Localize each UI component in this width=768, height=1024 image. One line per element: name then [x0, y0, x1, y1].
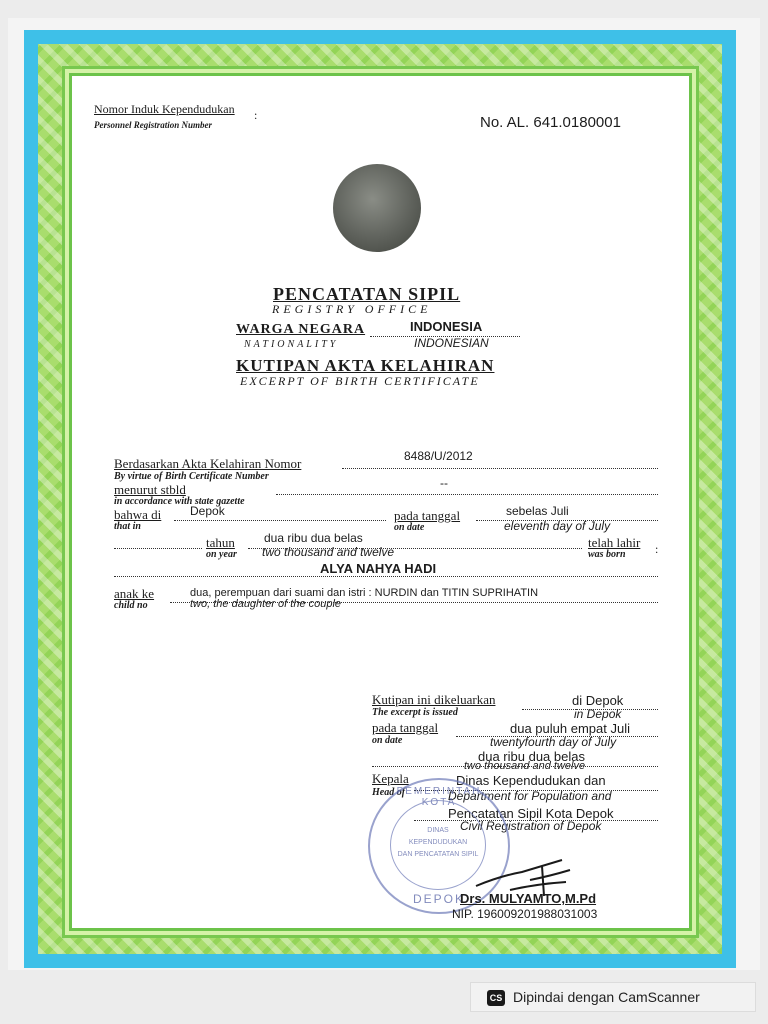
department-line-2-en: Civil Registration of Depok: [460, 819, 602, 833]
child-name: ALYA NAHYA HADI: [320, 561, 437, 576]
registry-office-title: PENCATATAN SIPIL: [273, 284, 461, 304]
nationality-value: INDONESIA: [410, 319, 483, 334]
registry-office-subtitle: REGISTRY OFFICE: [272, 302, 432, 316]
certificate-number: No. AL. 641.0180001: [480, 114, 621, 131]
stbld-value: --: [440, 476, 448, 490]
date-label: pada tanggal: [394, 508, 461, 523]
stbld-label: menurut stbld: [114, 482, 186, 497]
camscanner-text: Dipindai dengan CamScanner: [513, 989, 700, 1005]
place-label-en: that in: [114, 521, 141, 532]
nationality-value-en: INDONESIAN: [414, 336, 489, 350]
born-colon: :: [655, 542, 659, 556]
basis-value: 8488/U/2012: [404, 449, 473, 463]
stbld-dots: [276, 494, 658, 495]
state-emblem: [333, 164, 421, 252]
camscanner-icon: CS: [487, 990, 505, 1006]
nationality-label-en: NATIONALITY: [244, 339, 339, 350]
born-label-en: was born: [588, 549, 626, 560]
issue-date-label: pada tanggal: [372, 720, 439, 735]
date-value: sebelas Juli: [506, 504, 569, 518]
basis-dots: [342, 468, 658, 469]
year-dots: [248, 548, 582, 549]
year-value: dua ribu dua belas: [264, 531, 363, 545]
issue-date-dots: [456, 736, 658, 737]
child-no-value: dua, perempuan dari suami dan istri : NURDIN dan TITIN SUPRIHATIN: [190, 587, 539, 599]
issue-year-dots: [372, 766, 658, 767]
stamp-center-text-3: DAN PENCATATAN SIPIL: [397, 851, 479, 858]
child-name-dots: [114, 576, 658, 577]
date-value-en: eleventh day of July: [504, 519, 611, 533]
year-value-en: two thousand and twelve: [262, 545, 395, 559]
date-dots: [476, 520, 658, 521]
issued-label-en: The excerpt is issued: [372, 707, 458, 718]
issue-year-value: dua ribu dua belas: [478, 749, 585, 764]
basis-label: Berdasarkan Akta Kelahiran Nomor: [114, 456, 302, 471]
stbld-label-en: in accordance with state gazette: [114, 496, 245, 507]
camscanner-footer: [470, 982, 756, 1012]
issued-label: Kutipan ini dikeluarkan: [372, 692, 496, 707]
signatory-name: Drs. MULYAMTO,M.Pd: [460, 891, 597, 906]
year-dots-left: [114, 548, 202, 549]
issue-year-value-en: two thousand and twelve: [464, 760, 586, 772]
child-no-label-en: child no: [114, 600, 148, 611]
place-dots: [174, 520, 386, 521]
head-label: Kepala: [372, 771, 409, 786]
stamp-center-text-1: DINAS: [427, 827, 449, 834]
signatory-nip: NIP. 196009201988031003: [452, 907, 598, 921]
place-label: bahwa di: [114, 507, 162, 522]
registration-label-en: Personnel Registration Number: [94, 120, 213, 130]
head-label-en: Head of: [372, 787, 406, 798]
department-line-2: Pencatatan Sipil Kota Depok: [448, 806, 614, 821]
stamp-ring-text: PEMERINTAH KOTA: [396, 786, 482, 808]
date-label-en: on date: [394, 522, 425, 533]
registration-label: Nomor Induk Kependudukan: [94, 102, 235, 116]
year-label-en: on year: [206, 549, 237, 560]
place-value: Depok: [190, 504, 225, 518]
issue-date-value-en: twentyfourth day of July: [490, 735, 617, 749]
child-no-value-en: two, the daughter of the couple: [190, 598, 342, 610]
document-title: KUTIPAN AKTA KELAHIRAN: [236, 356, 495, 375]
issued-place-en: in Depok: [574, 707, 622, 721]
registration-colon: :: [254, 108, 258, 122]
issued-dots: [522, 709, 658, 710]
department-line-1-en: Department for Population and: [448, 789, 612, 803]
document-subtitle: EXCERPT OF BIRTH CERTIFICATE: [240, 374, 480, 388]
department-line-1: Dinas Kependudukan dan: [456, 773, 606, 788]
born-label: telah lahir: [588, 535, 641, 550]
child-no-dots: [170, 602, 658, 603]
basis-label-en: By virtue of Birth Certificate Number: [114, 471, 269, 482]
year-label: tahun: [206, 535, 235, 550]
nationality-dots: [370, 336, 520, 337]
issued-place: di Depok: [572, 693, 624, 708]
stamp-center-text-2: KEPENDUDUKAN: [408, 839, 468, 846]
issue-date-value: dua puluh empat Juli: [510, 721, 630, 736]
stamp-bottom-text: DEPOK: [412, 892, 465, 906]
child-no-label: anak ke: [114, 586, 155, 601]
nationality-label: WARGA NEGARA: [236, 322, 366, 337]
issue-date-label-en: on date: [372, 735, 403, 746]
